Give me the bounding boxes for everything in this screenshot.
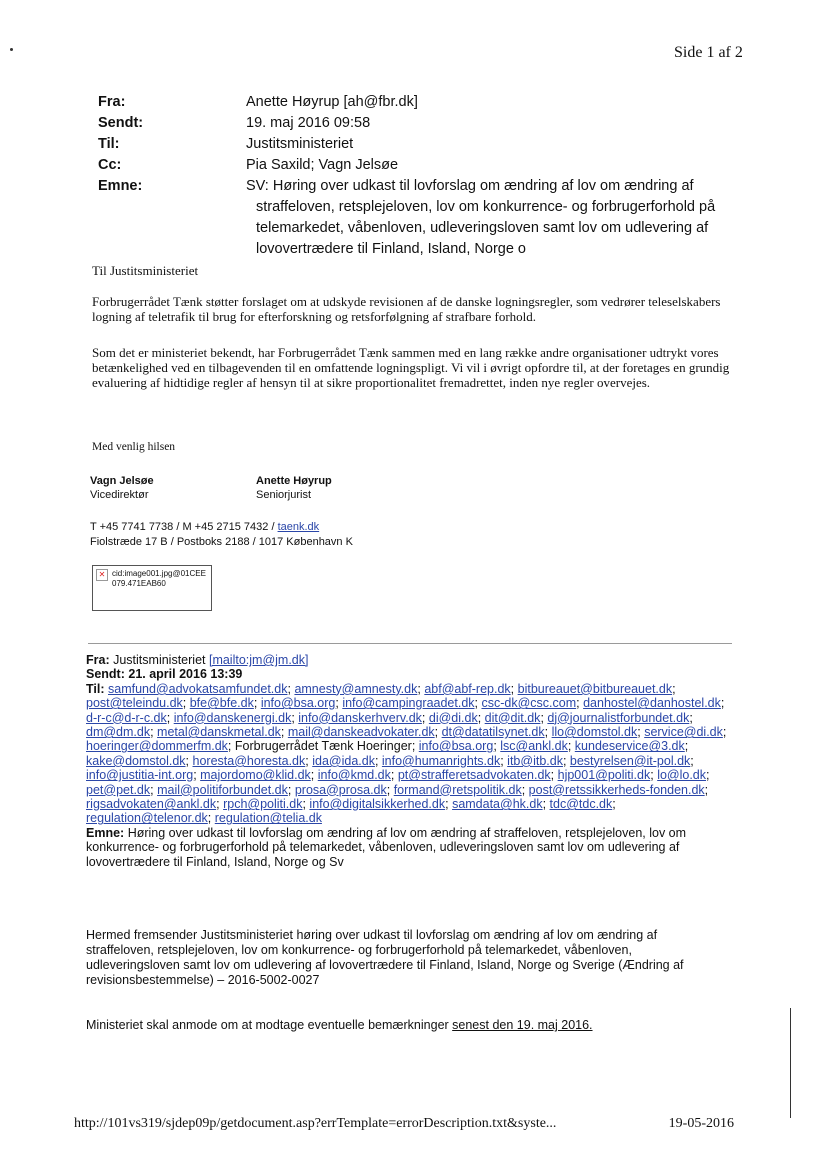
recipient-email[interactable]: amnesty@amnesty.dk xyxy=(294,681,418,696)
recipient-email[interactable]: mail@danskeadvokater.dk xyxy=(287,725,435,740)
cc-label: Cc: xyxy=(98,157,122,173)
signature-title: Seniorjurist xyxy=(256,489,312,501)
recipient-email[interactable]: dt@datatilsynet.dk xyxy=(441,725,545,740)
sent-label: Sendt: xyxy=(98,115,144,131)
subject-value xyxy=(246,176,736,260)
recipient-list: samfund@advokatsamfundet.dk; amnesty@amnesty.dk; abf@abf-rep.dk; bitbureauet@bitbureauet.dk; post@teleindu.dk; bfe@bfe.dk; info@bsa.org; info@campingraadet.dk; csc-dk@csc.com; danhostel@danhostel.dk; d-r-c@d-r-c.dk; info@danskenergi.dk; info@danskerhverv.dk; di@di.dk; dit@dit.dk; dj@journalistforbundet.dk; dm@dm.dk; metal@danskmetal.dk; mail@danskeadvokater.dk; dt@datatilsynet.dk; llo@domstol.dk; service@di.dk; hoeringer@dommerfm.dk; Forbrugerrådet Tænk Hoeringer; info@bsa.org; lsc@ankl.dk; kundeservice@3.dk; kake@domstol.dk; horesta@horesta.dk; ida@ida.dk; info@humanrights.dk; itb@itb.dk; bestyrelsen@it-pol.dk; info@justitia-int.org; majordomo@klid.dk; info@kmd.dk; pt@strafferetsadvokaten.dk; hjp001@politi.dk; lo@lo.dk; pet@pet.dk; mail@politiforbundet.dk; prosa@prosa.dk; formand@retspolitik.dk; post@retssikkerheds-fonden.dk; rigsadvokaten@ankl.dk; rpch@politi.dk; info@digitalsikkerhed.dk; samdata@hk.dk; tdc@tdc.dk; regulation@telenor.dk; regulation@telia.dk xyxy=(86,681,727,826)
recipient-email[interactable]: info@humanrights.dk xyxy=(381,753,501,768)
fwd-to-label: Til: xyxy=(86,681,105,696)
to-label: Til: xyxy=(98,136,120,152)
recipient-name: Forbrugerrådet Tænk Hoeringer xyxy=(234,739,412,754)
recipient-email[interactable]: service@di.dk xyxy=(644,725,723,740)
recipient-email[interactable]: kundeservice@3.dk xyxy=(574,739,685,754)
signature-1 xyxy=(90,474,154,502)
recipient-email[interactable]: di@di.dk xyxy=(428,710,478,725)
subject-line: lovovertrædere til Finland, Island, Norge o xyxy=(256,241,526,257)
deadline-text: senest den 19. maj 2016. xyxy=(452,1018,593,1032)
header-subject-row xyxy=(98,176,736,260)
recipient-email[interactable]: ida@ida.dk xyxy=(312,753,375,768)
recipient-email[interactable]: lsc@ankl.dk xyxy=(500,739,568,754)
recipient-email[interactable]: info@danskenergi.dk xyxy=(173,710,292,725)
recipient-email[interactable]: info@kmd.dk xyxy=(317,768,391,783)
recipient-email[interactable]: horesta@horesta.dk xyxy=(192,753,306,768)
recipient-email[interactable]: post@retssikkerheds-fonden.dk xyxy=(528,782,705,797)
recipient-email[interactable]: majordomo@klid.dk xyxy=(200,768,311,783)
recipient-email[interactable]: mail@politiforbundet.dk xyxy=(157,782,288,797)
signature-name: Vagn Jelsøe xyxy=(90,475,154,487)
phone-text: T +45 7741 7738 / M +45 2715 7432 / xyxy=(90,521,278,533)
recipient-email[interactable]: prosa@prosa.dk xyxy=(294,782,387,797)
cc-value: Pia Saxild; Vagn Jelsøe xyxy=(246,157,399,173)
fwd-to-row xyxy=(86,682,736,826)
fwd-para2-text: Ministeriet skal anmode om at modtage eventuelle bemærkninger xyxy=(86,1018,453,1032)
recipient-email[interactable]: bitbureauet@bitbureauet.dk xyxy=(517,681,673,696)
recipient-email[interactable]: llo@domstol.dk xyxy=(551,725,638,740)
subject-line: telemarkedet, våbenloven, udleveringsloven samt lov om udlevering af xyxy=(256,220,709,236)
recipient-email[interactable]: hjp001@politi.dk xyxy=(557,768,651,783)
recipient-email[interactable]: csc-dk@csc.com xyxy=(481,696,577,711)
fwd-sent-value: 21. april 2016 13:39 xyxy=(128,667,243,682)
from-value: Anette Høyrup [ah@fbr.dk] xyxy=(246,94,418,110)
greeting: Med venlig hilsen xyxy=(92,441,176,453)
recipient-email[interactable]: dj@journalistforbundet.dk xyxy=(547,710,690,725)
email-header xyxy=(98,92,736,260)
recipient-email[interactable]: pt@strafferetsadvokaten.dk xyxy=(397,768,551,783)
recipient-email[interactable]: info@digitalsikkerhed.dk xyxy=(309,797,446,812)
recipient-email[interactable]: dit@dit.dk xyxy=(484,710,541,725)
recipient-email[interactable]: pet@pet.dk xyxy=(86,782,151,797)
recipient-email[interactable]: bfe@bfe.dk xyxy=(189,696,254,711)
recipient-email[interactable]: regulation@telia.dk xyxy=(214,811,322,826)
broken-image-icon: ✕ xyxy=(96,569,108,581)
recipient-email[interactable]: post@teleindu.dk xyxy=(86,696,183,711)
recipient-email[interactable]: abf@abf-rep.dk xyxy=(424,681,511,696)
footer-url: http://101vs319/sjdep09p/getdocument.asp?errTemplate=errorDescription.txt&syste... xyxy=(74,1116,557,1131)
recipient-email[interactable]: rigsadvokaten@ankl.dk xyxy=(86,797,217,812)
recipient-email[interactable]: regulation@telenor.dk xyxy=(86,811,208,826)
page-number: Side 1 af 2 xyxy=(674,44,743,61)
recipient-email[interactable]: rpch@politi.dk xyxy=(223,797,303,812)
header-cc-row xyxy=(98,155,736,176)
recipient-email[interactable]: info@bsa.org xyxy=(260,696,336,711)
fwd-sent-label: Sendt: xyxy=(86,667,125,682)
body-paragraph-1: Forbrugerrådet Tænk støtter forslaget om at udskyde revisionen af de danske logningsregler, som vedrører teleselskabers logning af teletrafik til brug for efterforskning og retsforfølgning af strafbare forhold. xyxy=(92,294,721,324)
recipient-email[interactable]: hoeringer@dommerfm.dk xyxy=(86,739,228,754)
recipient-email[interactable]: bestyrelsen@it-pol.dk xyxy=(569,753,691,768)
from-label: Fra: xyxy=(98,94,126,110)
recipient-email[interactable]: tdc@tdc.dk xyxy=(549,797,613,812)
subject-line: SV: Høring over udkast til lovforslag om ændring af lov om ændring af xyxy=(246,178,694,194)
broken-image-placeholder xyxy=(92,565,212,611)
recipient-email[interactable]: d-r-c@d-r-c.dk xyxy=(86,710,167,725)
phone-line xyxy=(90,520,353,535)
recipient-email[interactable]: danhostel@danhostel.dk xyxy=(583,696,721,711)
recipient-email[interactable]: lo@lo.dk xyxy=(657,768,707,783)
subject-label: Emne: xyxy=(98,178,143,194)
recipient-email[interactable]: dm@dm.dk xyxy=(86,725,151,740)
signature-title: Vicedirektør xyxy=(90,489,149,501)
recipient-email[interactable]: kake@domstol.dk xyxy=(86,753,186,768)
print-footer xyxy=(74,1116,734,1132)
fwd-paragraph-2 xyxy=(86,1018,728,1033)
scan-margin-line xyxy=(790,1008,791,1118)
fwd-subject-row xyxy=(86,826,736,869)
body-paragraph-2: Som det er ministeriet bekendt, har Forbrugerrådet Tænk sammen med en lang række andre organisationer udtrykt vores betænkelighed ved en tilbagevenden til en omfattende logningspligt. Vi vil i øvrigt opfordre til, at der foretages en grundig evaluering af hidtidige regler af hensyn til at sikre proportionalitet fremadrettet, inden nye regler overvejes. xyxy=(92,345,730,390)
contact-block xyxy=(90,520,353,550)
recipient-email[interactable]: samfund@advokatsamfundet.dk xyxy=(108,681,288,696)
recipient-email[interactable]: info@campingraadet.dk xyxy=(342,696,475,711)
fwd-sent-row xyxy=(86,667,736,681)
recipient-email[interactable]: itb@itb.dk xyxy=(507,753,563,768)
fwd-subject-value: Høring over udkast til lovforslag om ændring af lov om ændring af straffeloven, retsplejeloven, lov om konkurrence- og forbrugerforhold på telemarkedet, våbenloven, udleveringsloven samt lov om udlevering af lovovertrædere til Finland, Island, Norge og Sv xyxy=(86,825,687,869)
fwd-from-label: Fra: xyxy=(86,653,110,667)
recipient-email[interactable]: formand@retspolitik.dk xyxy=(393,782,522,797)
salutation: Til Justitsministeriet xyxy=(92,263,199,278)
address-line: Fiolstræde 17 B / Postboks 2188 / 1017 København K xyxy=(90,536,353,548)
fwd-mailto-link[interactable]: [mailto:jm@jm.dk] xyxy=(208,653,309,667)
header-sent-row xyxy=(98,113,736,134)
recipient-email[interactable]: info@justitia-int.org xyxy=(86,768,194,783)
recipient-email[interactable]: info@bsa.org xyxy=(418,739,494,754)
recipient-email[interactable]: metal@danskmetal.dk xyxy=(157,725,281,740)
recipient-email[interactable]: samdata@hk.dk xyxy=(452,797,543,812)
signature-name: Anette Høyrup xyxy=(256,475,332,487)
image-cid-text: cid:image001.jpg@01CEE079.471EAB60 xyxy=(112,569,206,588)
subject-line: straffeloven, retsplejeloven, lov om konkurrence- og forbrugerforhold på xyxy=(256,199,716,215)
fwd-paragraph-1: Hermed fremsender Justitsministeriet høring over udkast til lovforslag om ændring af lov om ændring af straffeloven, retsplejeloven, lov om konkurrence- og forbrugerforhold på telemarkedet, våbenloven, udleveringsloven samt lov om udlevering af lovovertrædere til Finland, Island, Norge og Sverige (Ændring af revisionsbestemmelse) – 2016-5002-0027 xyxy=(86,928,684,987)
fwd-from-row xyxy=(86,653,736,667)
recipient-email[interactable]: info@danskerhverv.dk xyxy=(298,710,422,725)
forwarded-header xyxy=(86,653,736,869)
scan-speck xyxy=(10,48,13,51)
sent-value: 19. maj 2016 09:58 xyxy=(246,115,371,131)
header-to-row xyxy=(98,134,736,155)
header-from-row xyxy=(98,92,736,113)
to-value: Justitsministeriet xyxy=(246,136,354,152)
fwd-subject-label: Emne: xyxy=(86,825,125,840)
footer-date: 19-05-2016 xyxy=(668,1116,734,1131)
web-link[interactable]: taenk.dk xyxy=(277,521,320,533)
divider xyxy=(88,643,732,644)
fwd-from-value: Justitsministeriet xyxy=(113,653,209,667)
signature-2 xyxy=(256,474,332,502)
